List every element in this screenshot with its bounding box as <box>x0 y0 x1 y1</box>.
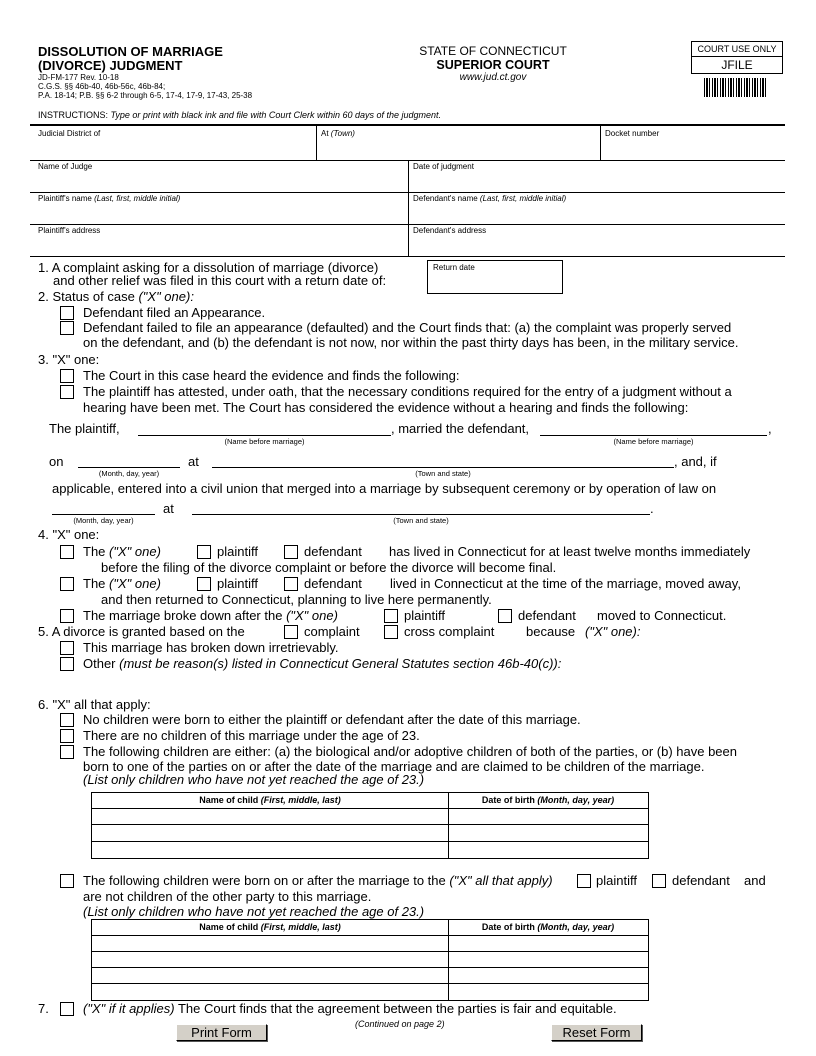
text-span: Name of child <box>199 795 259 805</box>
judicial-district-label: Judicial District of <box>38 129 101 138</box>
s5-other-checkbox[interactable] <box>60 657 74 671</box>
cross-complaint-label: cross complaint <box>404 624 495 639</box>
child-dob-input[interactable] <box>449 968 648 984</box>
col-name-header <box>92 793 448 808</box>
text-span: Plaintiff's name <box>38 194 92 203</box>
plaintiff-label: plaintiff <box>596 873 637 888</box>
text-span <box>83 873 553 888</box>
child-name-input[interactable] <box>92 936 448 952</box>
text-span: (Month, day, year) <box>537 795 615 805</box>
s4-opt1-text2: before the filing of the divorce complaint or before the divorce will become final. <box>101 560 557 575</box>
s1-line2: and other relief was filed in this court with a return date of: <box>53 273 387 288</box>
child-dob-input[interactable] <box>449 936 648 952</box>
at-text: at <box>163 501 174 516</box>
text-span: (Town) <box>330 129 355 138</box>
s7-hint: ("X" if it applies) <box>83 1001 175 1016</box>
defendant-maiden-name-input[interactable] <box>540 435 767 436</box>
instructions-text: Type or print with black ink and file with Court Clerk within 60 days of the judgment. <box>110 110 442 120</box>
s3-heard-evidence-checkbox[interactable] <box>60 369 74 383</box>
plaintiff-label: plaintiff <box>404 608 445 623</box>
text-span: (Month, day, year) <box>537 922 615 932</box>
docket-label: Docket number <box>605 129 660 138</box>
col-dob-header <box>448 793 648 808</box>
s7-text: The Court finds that the agreement between the parties is fair and equitable. <box>177 1001 617 1016</box>
date-caption: (Month, day, year) <box>98 469 160 478</box>
the-text: The <box>83 576 106 591</box>
child-name-input[interactable] <box>92 968 448 984</box>
child-dob-input[interactable] <box>449 809 648 825</box>
x-one-hint: ("X" one): <box>585 624 641 639</box>
text-span <box>83 656 561 671</box>
website: www.jud.ct.gov <box>459 72 527 83</box>
marriage-date-input[interactable] <box>78 467 180 468</box>
text-span <box>83 576 161 591</box>
moved-text: moved to Connecticut. <box>597 608 727 623</box>
s6-option4-line2: are not children of the other party to this marriage. <box>83 889 372 904</box>
form-title-line2: (DIVORCE) JUDGMENT <box>38 58 183 73</box>
instructions <box>38 110 441 120</box>
s7-number: 7. <box>38 1001 49 1016</box>
s4-opt2-text: lived in Connecticut at the time of the marriage, moved away, <box>390 576 741 591</box>
s4-opt1-checkbox[interactable] <box>60 545 74 559</box>
list-hint: (List only children who have not yet reached the age of 23.) <box>83 772 425 787</box>
plaintiff-address-label: Plaintiff's address <box>38 226 101 235</box>
date-judgment-label: Date of judgment <box>413 162 474 171</box>
child-name-input[interactable] <box>92 984 448 999</box>
s6-other-children-checkbox[interactable] <box>60 874 74 888</box>
x-one-hint: ("X" one) <box>286 608 338 623</box>
text-span: At <box>321 129 329 138</box>
marriage-place-input[interactable] <box>212 467 674 468</box>
text-span <box>83 1001 617 1016</box>
text-span: (First, middle, last) <box>260 922 341 932</box>
s5-complaint-checkbox[interactable] <box>284 625 298 639</box>
s4-opt1-plaintiff-checkbox[interactable] <box>197 545 211 559</box>
s4-opt1-defendant-checkbox[interactable] <box>284 545 298 559</box>
defendant-label: defendant <box>518 608 576 623</box>
child-name-input[interactable] <box>92 952 448 968</box>
judge-label: Name of Judge <box>38 162 93 171</box>
defendant-label: defendant <box>304 576 362 591</box>
civil-union-date-input[interactable] <box>52 514 155 515</box>
children-table <box>91 792 649 859</box>
s4-opt1-text: has lived in Connecticut for at least twelve months immediately <box>389 544 751 559</box>
court-use-box <box>691 41 783 74</box>
s4-opt2-text2: and then returned to Connecticut, planning to live here permanently. <box>101 592 492 607</box>
child-name-input[interactable] <box>92 809 448 825</box>
s1-line1: 1. A complaint asking for a dissolution of marriage (divorce) <box>38 260 379 275</box>
plaintiff-label: plaintiff <box>217 576 258 591</box>
table-header <box>92 920 648 936</box>
defendant-address-label: Defendant's address <box>413 226 487 235</box>
period: . <box>650 501 654 516</box>
s2-option1: Defendant filed an Appearance. <box>83 305 266 320</box>
court-use-label: COURT USE ONLY <box>692 42 782 57</box>
plaintiff-text: The plaintiff, <box>49 421 120 436</box>
s4-opt2-checkbox[interactable] <box>60 577 74 591</box>
return-date-label: Return date <box>433 263 475 272</box>
s5-cross-complaint-checkbox[interactable] <box>384 625 398 639</box>
table-header <box>92 793 648 809</box>
reset-form-button[interactable]: Reset Form <box>551 1024 642 1041</box>
and-text: and <box>744 873 766 888</box>
civil-union-place-input[interactable] <box>192 514 650 515</box>
s4-opt3-checkbox[interactable] <box>60 609 74 623</box>
text-span: Defendant's name <box>413 194 478 203</box>
text-span: (Last, first, middle initial) <box>94 194 181 203</box>
s5-irretrievable-checkbox[interactable] <box>60 641 74 655</box>
child-dob-input[interactable] <box>449 952 648 968</box>
s4-opt2-plaintiff-checkbox[interactable] <box>197 577 211 591</box>
s6-option3-line2: born to one of the parties on or after the date of the marriage and are claimed to be children of the marriage. <box>83 759 705 774</box>
s6-option3-line1: The following children are either: (a) the biological and/or adoptive children of both of the parties, or (b) have been <box>83 744 737 759</box>
s2-title <box>38 289 194 304</box>
s6-option1: No children were born to either the plaintiff or defendant after the date of this marriage. <box>83 712 581 727</box>
child-name-input[interactable] <box>92 825 448 841</box>
text-span <box>83 544 161 559</box>
plaintiff-label: plaintiff <box>217 544 258 559</box>
statute-pa: P.A. 18-14; P.B. §§ 6-2 through 6-5, 17-4, 17-9, 17-43, 25-38 <box>38 91 253 100</box>
s5-option1: This marriage has broken down irretrievably. <box>83 640 339 655</box>
x-all-hint: ("X" all that apply) <box>449 873 553 888</box>
s3-attested-checkbox[interactable] <box>60 385 74 399</box>
s3-title: 3. "X" one: <box>38 352 100 367</box>
s4-opt2-defendant-checkbox[interactable] <box>284 577 298 591</box>
court-name: SUPERIOR COURT <box>436 58 550 72</box>
defendant-label: defendant <box>304 544 362 559</box>
child-dob-input[interactable] <box>449 825 648 841</box>
s4-title: 4. "X" one: <box>38 527 100 542</box>
s2-appearance-checkbox[interactable] <box>60 306 74 320</box>
s6-no-minor-children-checkbox[interactable] <box>60 729 74 743</box>
s6-defendant-checkbox[interactable] <box>652 874 666 888</box>
date-caption: (Month, day, year) <box>73 516 134 525</box>
defendant-label: defendant <box>672 873 730 888</box>
s4-opt3-plaintiff-checkbox[interactable] <box>384 609 398 623</box>
text-span: (Last, first, middle initial) <box>479 194 567 203</box>
at-text: at <box>188 454 199 469</box>
list-hint: (List only children who have not yet reached the age of 23.) <box>83 904 425 919</box>
divider <box>30 124 785 126</box>
plaintiff-maiden-name-input[interactable] <box>138 435 391 436</box>
s5-other-label: Other <box>83 656 116 671</box>
defendant-name-label <box>413 194 566 203</box>
col-dob-header <box>448 920 648 935</box>
name-before-caption: (Name before marriage) <box>224 437 305 446</box>
barcode <box>704 78 768 97</box>
print-form-button[interactable]: Print Form <box>176 1024 267 1041</box>
text-span: 2. Status of case <box>38 289 135 304</box>
text-span: Date of birth <box>481 922 535 932</box>
x-one-hint: ("X" one) <box>109 544 161 559</box>
continued-note: (Continued on page 2) <box>355 1019 445 1029</box>
s3-option2-line2: hearing have been met. The Court has considered the evidence without a hearing and finds the following: <box>83 400 689 415</box>
because-text: because <box>526 624 576 639</box>
town-state-caption: (Town and state) <box>415 469 471 478</box>
child-name-input[interactable] <box>92 842 448 857</box>
return-date-input[interactable] <box>427 260 563 294</box>
s4-opt3-defendant-checkbox[interactable] <box>498 609 512 623</box>
on-text: on <box>49 454 64 469</box>
col-name-header <box>92 920 448 935</box>
text-span: Name of child <box>199 922 259 932</box>
married-text: , married the defendant, <box>391 421 530 436</box>
s7-fair-equitable-checkbox[interactable] <box>60 1002 74 1016</box>
s3-option1: The Court in this case heard the evidence and finds the following: <box>83 368 460 383</box>
civil-union-text: applicable, entered into a civil union that merged into a marriage by subsequent ceremony or by operation of law on <box>52 481 717 496</box>
state-name: STATE OF CONNECTICUT <box>419 44 567 58</box>
comma: , <box>768 421 772 436</box>
jfile-label: JFILE <box>721 58 753 72</box>
s2-defaulted-checkbox[interactable] <box>60 321 74 335</box>
statute-cgs: C.G.S. §§ 46b-40, 46b-56c, 46b-84; <box>38 82 166 91</box>
s2-option2-line2: on the defendant, and (b) the defendant is not now, nor within the past thirty days has been, in the military service. <box>83 335 739 350</box>
s6-title: 6. "X" all that apply: <box>38 697 151 712</box>
child-dob-input[interactable] <box>449 842 648 857</box>
text-span <box>83 608 338 623</box>
s6-option2: There are no children of this marriage under the age of 23. <box>83 728 420 743</box>
town-state-caption: (Town and state) <box>393 516 449 525</box>
text-span: Date of birth <box>481 795 535 805</box>
child-dob-input[interactable] <box>449 984 648 999</box>
divider <box>30 256 785 257</box>
town-input[interactable] <box>317 137 599 159</box>
form-title-line1: DISSOLUTION OF MARRIAGE <box>38 44 223 59</box>
judicial-district-input[interactable] <box>30 137 315 159</box>
form-number: JD-FM-177 Rev. 10-18 <box>38 73 119 82</box>
s3-option2-line1: The plaintiff has attested, under oath, that the necessary conditions required for the entry of a judgment without a <box>83 384 732 399</box>
name-before-caption: (Name before marriage) <box>613 437 694 446</box>
docket-input[interactable] <box>601 137 785 159</box>
the-text: The <box>83 544 106 559</box>
s5-title: 5. A divorce is granted based on the <box>38 624 245 639</box>
s5-other-hint: (must be reason(s) listed in Connecticut General Statutes section 46b-40(c)): <box>119 656 562 671</box>
s5-other-reason-input[interactable] <box>83 672 783 698</box>
and-if-text: , and, if <box>674 454 717 469</box>
instructions-label: INSTRUCTIONS: <box>38 110 109 120</box>
s4-opt3-text: The marriage broke down after the <box>83 608 283 623</box>
s6-option4-text: The following children were born on or after the marriage to the <box>83 873 446 888</box>
s2-option2-line1: Defendant failed to file an appearance (defaulted) and the Court finds that: (a) the complaint was properly served <box>83 320 732 335</box>
x-one-hint: ("X" one) <box>109 576 161 591</box>
s6-following-children-checkbox[interactable] <box>60 745 74 759</box>
text-span: ("X" one): <box>138 289 194 304</box>
divider <box>408 160 409 256</box>
text-span: (First, middle, last) <box>260 795 341 805</box>
s6-no-children-checkbox[interactable] <box>60 713 74 727</box>
other-children-table <box>91 919 649 1001</box>
s6-plaintiff-checkbox[interactable] <box>577 874 591 888</box>
plaintiff-name-label <box>38 194 180 203</box>
complaint-label: complaint <box>304 624 360 639</box>
